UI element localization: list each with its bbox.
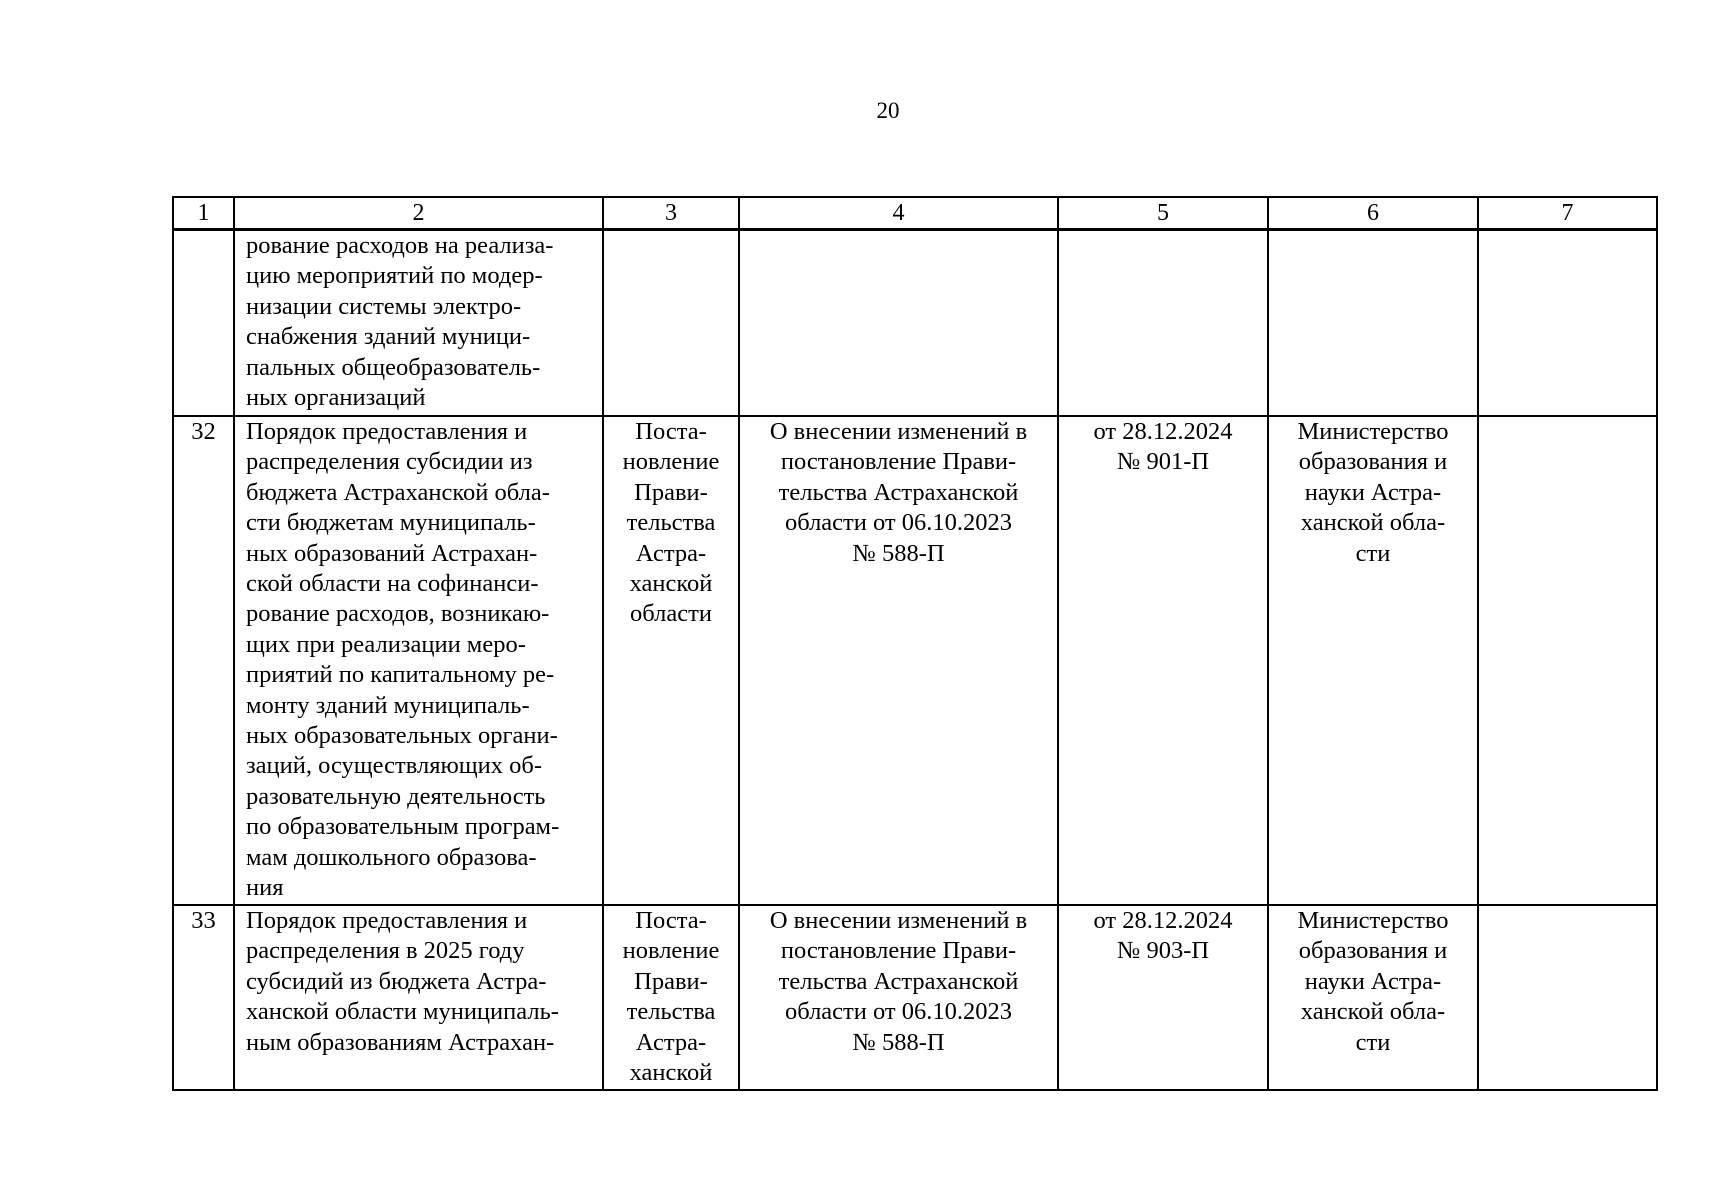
text-line: ным образованиям Астрахан-	[246, 1028, 555, 1056]
column-7-cell	[1478, 905, 1657, 1090]
text-line: сти	[1355, 1028, 1391, 1056]
organization-cell	[1268, 416, 1478, 905]
table-row	[173, 905, 1657, 1090]
text-line: монту зданий муниципаль-	[246, 691, 530, 719]
text-line: области от 06.10.2023	[784, 509, 1013, 537]
text-line: субсидий из бюджета Астра-	[246, 967, 547, 995]
column-header-6: 6	[1268, 197, 1478, 230]
text-line: сти бюджетам муниципаль-	[246, 509, 536, 537]
table-header-row	[173, 197, 1657, 230]
text-line: ханской обла-	[1300, 998, 1446, 1026]
text-line: науки Астра-	[1304, 478, 1442, 506]
text-line: ханской области муниципаль-	[246, 998, 559, 1026]
column-header-7: 7	[1478, 197, 1657, 230]
text-line: снабжения зданий муници-	[246, 323, 531, 351]
text-line: постановление Прави-	[780, 448, 1017, 476]
text-line: области	[630, 600, 712, 628]
column-7-cell	[1478, 416, 1657, 905]
document-title-cell	[234, 230, 603, 417]
text-line: О внесении изменений в	[769, 418, 1028, 445]
text-line: № 903-П	[1116, 937, 1210, 965]
text-line: Порядок предоставления и	[246, 907, 528, 934]
text-line: приятий по капитальному ре-	[246, 661, 555, 689]
text-line: Министерство	[1297, 418, 1449, 445]
text-line: Прави-	[634, 478, 708, 506]
document-table	[172, 196, 1658, 1091]
text-line: ных образовательных органи-	[246, 722, 558, 750]
document-type-cell	[603, 416, 739, 905]
text-line: ханской	[629, 570, 713, 598]
text-line: тельства	[626, 998, 716, 1026]
text-line: Прави-	[634, 967, 708, 995]
text-line: новление	[622, 937, 720, 965]
text-line: от 28.12.2024	[1093, 418, 1233, 445]
document-date-cell	[1058, 416, 1268, 905]
column-header-5: 5	[1058, 197, 1268, 230]
text-line: заций, осуществляющих об-	[246, 752, 542, 780]
text-line: № 588-П	[852, 1028, 945, 1056]
column-7-cell	[1478, 230, 1657, 417]
text-line: распределения в 2025 году	[246, 937, 525, 965]
text-line: рование расходов, возникаю-	[246, 600, 550, 628]
text-line: области от 06.10.2023	[784, 998, 1013, 1026]
column-header-2: 2	[234, 197, 603, 230]
text-line: тельства	[626, 509, 716, 537]
row-number-cell: 32	[173, 416, 234, 905]
document-name-cell	[739, 230, 1058, 417]
text-line: Поста-	[635, 907, 707, 934]
text-line: тельства Астраханской	[778, 478, 1019, 506]
text-line: тельства Астраханской	[778, 967, 1019, 995]
text-line: Порядок предоставления и	[246, 418, 528, 445]
text-line: науки Астра-	[1304, 967, 1442, 995]
text-line: низации системы электро-	[246, 292, 522, 320]
document-date-cell	[1058, 905, 1268, 1090]
text-line: ской области на софинанси-	[246, 570, 539, 598]
text-line: постановление Прави-	[780, 937, 1017, 965]
column-header-3: 3	[603, 197, 739, 230]
text-line: № 901-П	[1116, 448, 1210, 476]
text-line: ных образований Астрахан-	[246, 539, 538, 567]
text-line: образования и	[1298, 937, 1448, 965]
row-number-cell: 33	[173, 905, 234, 1090]
organization-cell	[1268, 230, 1478, 417]
document-name-cell	[739, 905, 1058, 1090]
text-line: цию мероприятий по модер-	[246, 262, 543, 290]
text-line: от 28.12.2024	[1093, 907, 1233, 934]
text-line: распределения субсидии из	[246, 448, 533, 476]
table-row	[173, 416, 1657, 905]
text-line: № 588-П	[852, 539, 945, 567]
document-date-cell	[1058, 230, 1268, 417]
document-title-cell	[234, 416, 603, 905]
text-line: Министерство	[1297, 907, 1449, 934]
column-header-4: 4	[739, 197, 1058, 230]
text-line: щих при реализации меро-	[246, 630, 526, 658]
text-line: ханской обла-	[1300, 509, 1446, 537]
text-line: пальных общеобразователь-	[246, 353, 541, 381]
document-type-cell	[603, 905, 739, 1090]
column-header-1: 1	[173, 197, 234, 230]
table-row	[173, 230, 1657, 417]
text-line: новление	[622, 448, 720, 476]
document-name-cell	[739, 416, 1058, 905]
text-line: Астра-	[635, 539, 707, 567]
text-line: рование расходов на реализа-	[246, 232, 554, 259]
organization-cell	[1268, 905, 1478, 1090]
page-number: 20	[876, 98, 900, 123]
text-line: по образовательным програм-	[246, 813, 560, 841]
text-line: сти	[1355, 539, 1391, 567]
text-line: ханской	[629, 1059, 713, 1087]
text-line: Поста-	[635, 418, 707, 445]
text-line: Астра-	[635, 1028, 707, 1056]
text-line: ния	[246, 874, 284, 902]
text-line: образования и	[1298, 448, 1448, 476]
text-line: мам дошкольного образова-	[246, 843, 537, 871]
document-type-cell	[603, 230, 739, 417]
text-line: бюджета Астраханской обла-	[246, 478, 550, 506]
row-number-cell	[173, 230, 234, 417]
text-line: О внесении изменений в	[769, 907, 1028, 934]
document-title-cell	[234, 905, 603, 1090]
text-line: ных организаций	[246, 384, 426, 412]
text-line: разовательную деятельность	[246, 782, 546, 810]
